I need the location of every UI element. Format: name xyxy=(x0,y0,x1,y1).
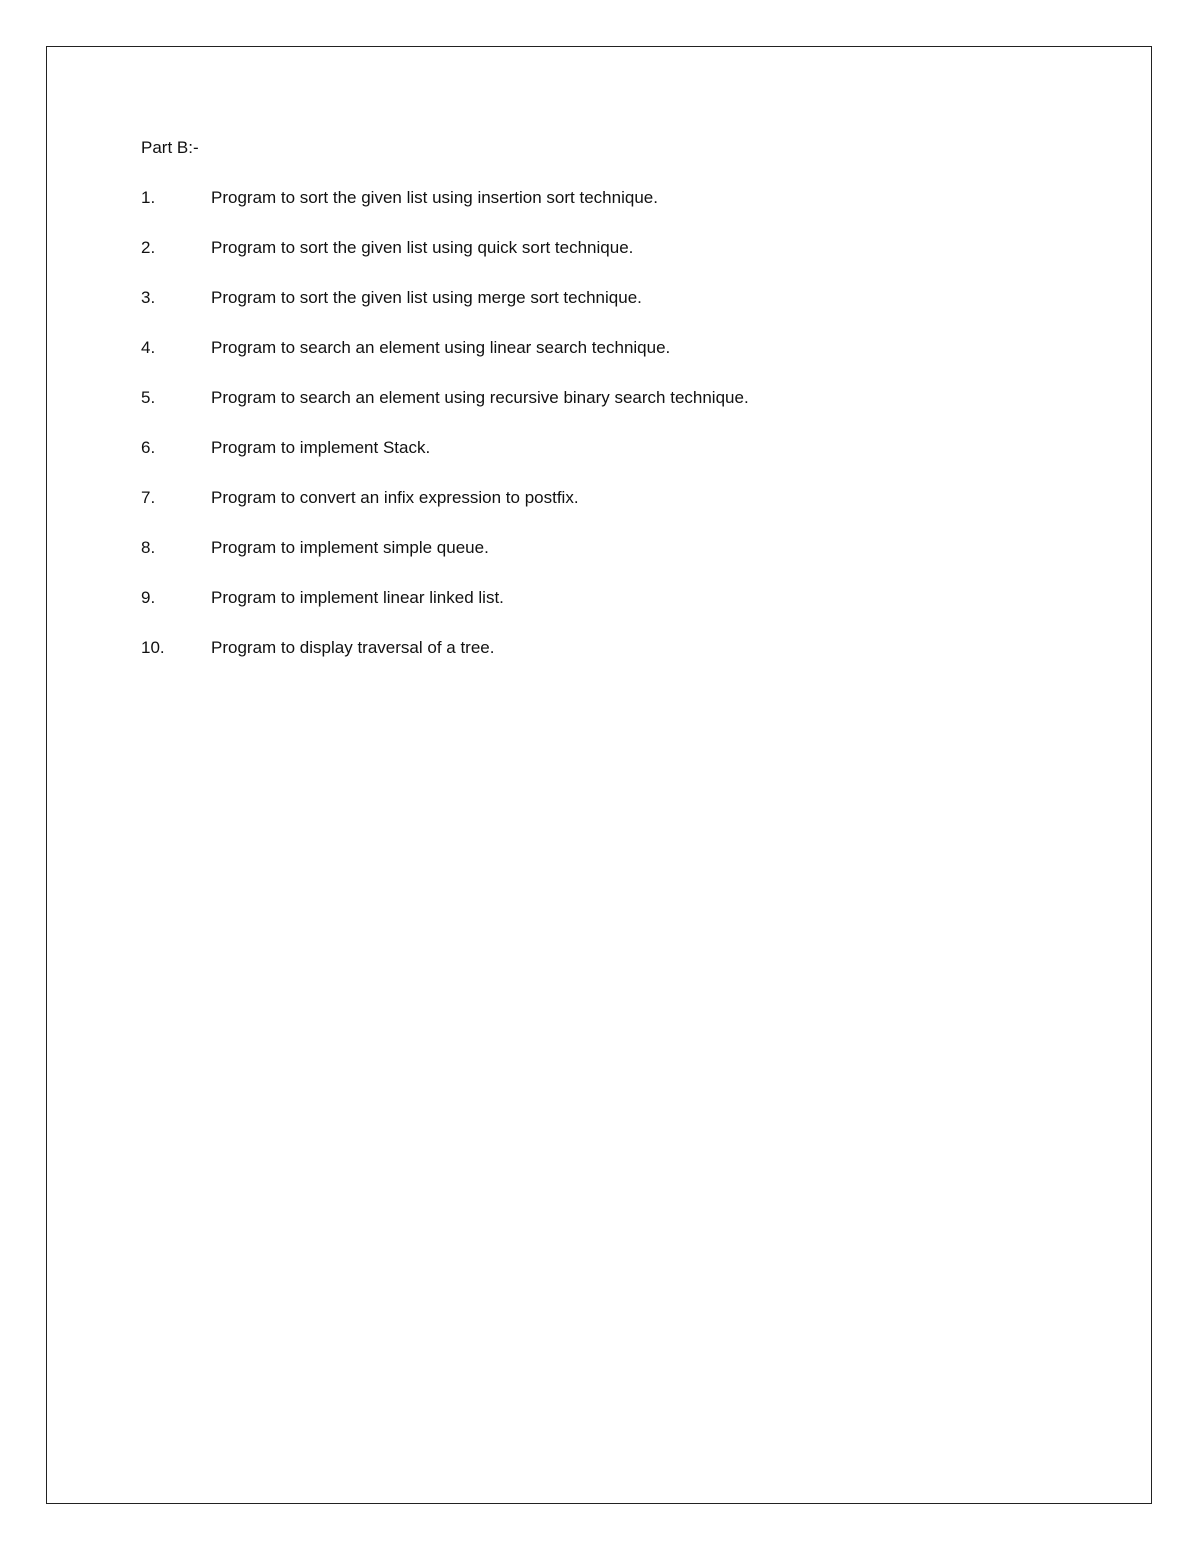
item-text: Program to implement simple queue. xyxy=(211,538,489,557)
item-number: 7. xyxy=(141,488,156,507)
item-number: 6. xyxy=(141,438,156,457)
item-number: 9. xyxy=(141,588,156,607)
item-text: Program to implement linear linked list. xyxy=(211,588,504,607)
item-number: 4. xyxy=(141,338,156,357)
section-heading: Part B:- xyxy=(141,138,199,157)
item-number: 8. xyxy=(141,538,156,557)
item-text: Program to sort the given list using merge sort technique. xyxy=(211,288,642,307)
item-number: 10. xyxy=(141,638,165,657)
item-number: 5. xyxy=(141,388,156,407)
item-number: 3. xyxy=(141,288,156,307)
item-text: Program to search an element using linear search technique. xyxy=(211,338,671,357)
item-text: Program to sort the given list using quick sort technique. xyxy=(211,238,634,257)
item-text: Program to display traversal of a tree. xyxy=(211,638,495,657)
item-number: 2. xyxy=(141,238,156,257)
item-text: Program to convert an infix expression to postfix. xyxy=(211,488,579,507)
item-text: Program to sort the given list using insertion sort technique. xyxy=(211,188,658,207)
item-text: Program to search an element using recursive binary search technique. xyxy=(211,388,749,407)
item-text: Program to implement Stack. xyxy=(211,438,431,457)
item-number: 1. xyxy=(141,188,156,207)
page-border xyxy=(46,46,1152,1504)
